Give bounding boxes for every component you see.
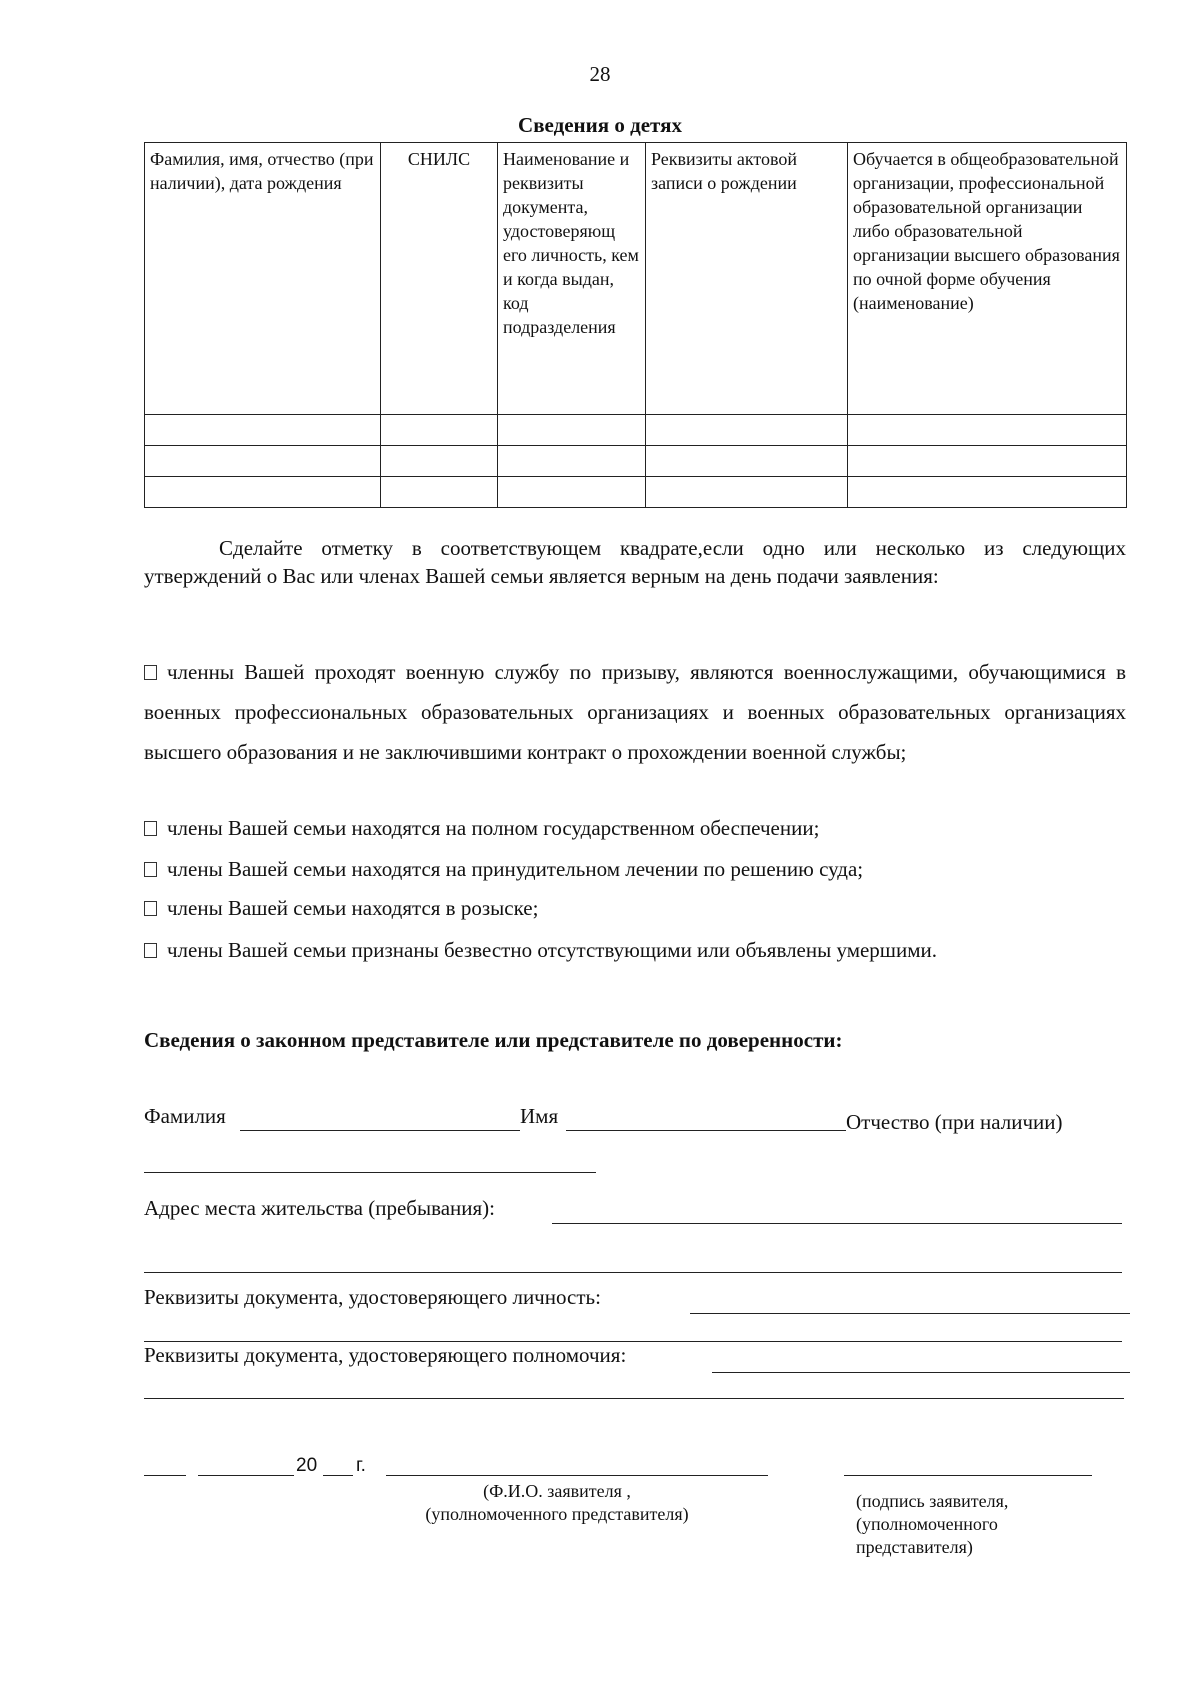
checkbox[interactable]	[144, 665, 157, 680]
name-label: Имя	[520, 1104, 559, 1128]
table-cell[interactable]	[646, 445, 848, 476]
year-suffix: г.	[356, 1455, 366, 1476]
name-field[interactable]	[566, 1130, 846, 1131]
signature-caption	[856, 1490, 1106, 1559]
authority-document-label: Реквизиты документа, удостоверяющего полномочия:	[144, 1343, 627, 1367]
fio-field[interactable]	[386, 1475, 768, 1476]
address-field-line-2[interactable]	[144, 1272, 1122, 1273]
checkbox[interactable]	[144, 943, 157, 958]
checkbox-item-military-service	[144, 652, 1126, 772]
header-education: Обучается в общеобразовательной организации, профессиональной образовательной организации либо образовательной организации высшего образования по очной форме обучения (наименование)	[848, 143, 1127, 415]
patronymic-label: Отчество (при наличии)	[846, 1110, 1063, 1134]
checkbox-label: члены Вашей семьи признаны безвестно отсутствующими или объявлены умершими.	[167, 938, 937, 962]
signature-field[interactable]	[844, 1475, 1092, 1476]
table-cell[interactable]	[381, 476, 498, 507]
checkbox-item-state-support	[144, 816, 1126, 841]
table-row	[145, 476, 1127, 507]
checkbox[interactable]	[144, 821, 157, 836]
signature-caption-line-1: (подпись заявителя,	[856, 1491, 1009, 1511]
table-cell[interactable]	[498, 445, 646, 476]
date-day-field[interactable]	[144, 1475, 186, 1476]
authority-document-field[interactable]	[712, 1372, 1130, 1373]
representative-title: Сведения о законном представителе или представителе по доверенности:	[144, 1028, 843, 1052]
children-table	[144, 142, 1127, 508]
address-field[interactable]	[552, 1223, 1122, 1224]
table-cell[interactable]	[646, 476, 848, 507]
table-row	[145, 414, 1127, 445]
table-cell[interactable]	[498, 476, 646, 507]
table-cell[interactable]	[381, 414, 498, 445]
checkbox[interactable]	[144, 901, 157, 916]
children-section-title: Сведения о детях	[518, 113, 682, 137]
table-cell[interactable]	[646, 414, 848, 445]
header-birth-record: Реквизиты актовой записи о рождении	[646, 143, 848, 415]
checkbox-item-compulsory-treatment	[144, 857, 1126, 882]
surname-label: Фамилия	[144, 1104, 226, 1128]
checkbox-label: члены Вашей семьи находятся в розыске;	[167, 896, 539, 920]
id-document-field-line-2[interactable]	[144, 1341, 1122, 1342]
table-cell[interactable]	[498, 414, 646, 445]
fio-caption-line-1: (Ф.И.О. заявителя ,	[483, 1481, 631, 1501]
header-id-document: Наименование и реквизиты документа, удостоверяющ его личность, кем и когда выдан, код подразделения	[498, 143, 646, 415]
id-document-label: Реквизиты документа, удостоверяющего личность:	[144, 1285, 601, 1309]
table-cell[interactable]	[848, 445, 1127, 476]
table-cell[interactable]	[145, 414, 381, 445]
signature-caption-line-3: представителя)	[856, 1537, 973, 1557]
address-label: Адрес места жительства (пребывания):	[144, 1196, 496, 1220]
surname-field[interactable]	[240, 1130, 520, 1131]
checkbox-label: члены Вашей семьи находятся на принудительном лечении по решению суда;	[167, 857, 864, 881]
date-month-field[interactable]	[198, 1475, 294, 1476]
checkbox-label: членны Вашей проходят военную службу по призыву, являются военнослужащими, обучающимися в военных профессиональных образовательных организациях и военных образовательных организациях высшего образования и не заключившими контракт о прохождении военной службы;	[144, 660, 1126, 764]
header-snils: СНИЛС	[381, 143, 498, 415]
fio-caption-line-2: (уполномоченного представителя)	[425, 1504, 689, 1524]
checkbox-item-missing-deceased	[144, 938, 1126, 963]
signature-caption-line-2: (уполномоченного	[856, 1514, 998, 1534]
table-cell[interactable]	[848, 414, 1127, 445]
checkbox-item-wanted	[144, 896, 1126, 921]
children-table-header	[145, 143, 1127, 415]
date-year-field[interactable]	[323, 1475, 353, 1476]
checkbox[interactable]	[144, 862, 157, 877]
table-cell[interactable]	[848, 476, 1127, 507]
instructions-text: Сделайте отметку в соответствующем квадрате,если одно или несколько из следующих утверждений о Вас или членах Вашей семьи является верным на день подачи заявления:	[144, 536, 1126, 588]
header-fio: Фамилия, имя, отчество (при наличии), дата рождения	[145, 143, 381, 415]
page-number: 28	[589, 62, 611, 86]
fio-caption	[407, 1480, 707, 1526]
table-row	[145, 445, 1127, 476]
table-cell[interactable]	[381, 445, 498, 476]
id-document-field[interactable]	[690, 1313, 1130, 1314]
checkbox-label: члены Вашей семьи находятся на полном государственном обеспечении;	[167, 816, 820, 840]
table-cell[interactable]	[145, 476, 381, 507]
table-cell[interactable]	[145, 445, 381, 476]
year-prefix: 20	[296, 1455, 318, 1476]
patronymic-field[interactable]	[144, 1172, 596, 1173]
authority-document-field-line-2[interactable]	[144, 1398, 1124, 1399]
